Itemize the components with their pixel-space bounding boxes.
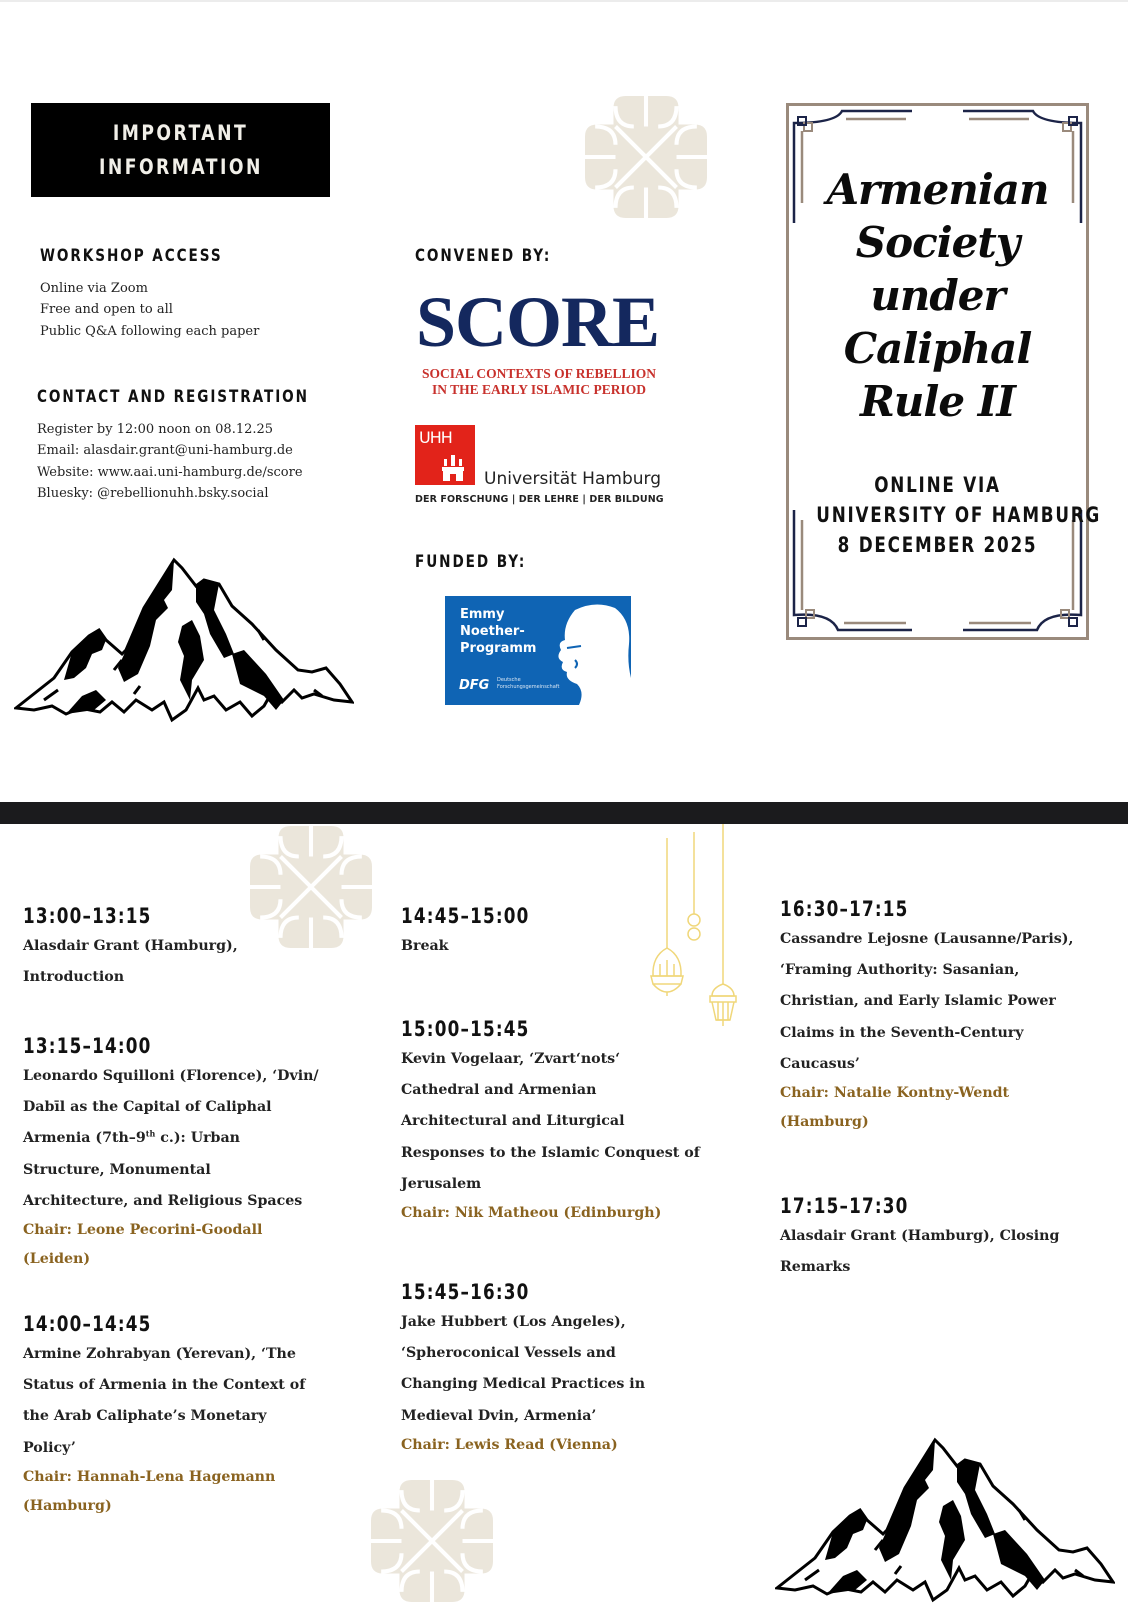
funded-by-heading: FUNDED BY: — [415, 552, 527, 572]
convened-by-heading: CONVENED BY: — [415, 246, 552, 266]
title-line: Society — [855, 218, 1020, 267]
banner-line-2: INFORMATION — [98, 155, 263, 179]
title-line: Caliphal — [843, 324, 1032, 373]
registration-deadline: Register by 12:00 noon on 08.12.25 — [37, 422, 274, 437]
superscript: th — [145, 1128, 156, 1139]
slot-chair: Chair: Leone Pecorini-Goodall — [23, 1222, 263, 1239]
slot-line: Leonardo Squilloni (Florence), ‘Dvin/ — [23, 1068, 319, 1084]
slot-line: Responses to the Islamic Conquest of — [401, 1144, 700, 1161]
slot-line: ‘Spheroconical Vessels and — [401, 1345, 616, 1362]
slot-line: Architecture, and Religious Spaces — [23, 1192, 303, 1209]
slot-line: Kevin Vogelaar, ‘Zvart‘nots‘ — [401, 1051, 621, 1067]
banner-line-1: IMPORTANT — [112, 121, 249, 145]
slot-time: 16:30–17:15 — [780, 897, 909, 921]
workshop-access-line: Online via Zoom — [40, 281, 148, 296]
slot-chair: Chair: Nik Matheou (Edinburgh) — [401, 1205, 662, 1222]
mountain-icon — [14, 550, 354, 725]
slot-chair: Chair: Natalie Kontny-Wendt — [780, 1085, 1010, 1102]
schedule-slot — [401, 1015, 700, 1228]
slot-chair: (Hamburg) — [780, 1114, 869, 1131]
slot-chair: (Hamburg) — [23, 1498, 112, 1515]
slot-line: Christian, and Early Islamic Power — [780, 993, 1056, 1010]
event-title — [786, 163, 1089, 428]
schedule-slot — [23, 902, 238, 992]
event-host: UNIVERSITY OF HAMBURG — [816, 503, 1102, 527]
schedule-slot — [780, 1192, 1059, 1282]
slot-line: Claims in the Seventh-Century — [780, 1024, 1024, 1041]
title-line: Rule II — [859, 377, 1016, 426]
slot-line: Jerusalem — [401, 1175, 482, 1192]
ornament-icon — [585, 96, 707, 218]
uhh-logo-text: UHH — [419, 428, 452, 447]
slot-line: Status of Armenia in the Context of — [23, 1377, 306, 1394]
slot-line: Dabīl as the Capital of Caliphal — [23, 1099, 272, 1116]
slot-time: 15:45–16:30 — [401, 1280, 530, 1304]
slot-time: 13:15–14:00 — [23, 1034, 152, 1058]
dfg-subtitle: Deutsche Forschungsgemeinschaft — [497, 677, 560, 690]
mountain-icon — [775, 1430, 1115, 1605]
slot-line: Structure, Monumental — [23, 1161, 211, 1178]
slot-line: Caucasus’ — [780, 1055, 860, 1072]
slot-time: 13:00–13:15 — [23, 904, 152, 928]
score-logo: SCORE — [416, 282, 660, 362]
slot-time: 17:15–17:30 — [780, 1194, 909, 1218]
slot-line: Policy’ — [23, 1439, 76, 1456]
slot-line — [23, 1124, 319, 1153]
score-subtitle-line-2: IN THE EARLY ISLAMIC PERIOD — [431, 382, 647, 397]
lantern-icon — [648, 824, 744, 1029]
contact-bluesky[interactable]: Bluesky: @rebellionuhh.bsky.social — [37, 486, 269, 501]
slot-chair: Chair: Lewis Read (Vienna) — [401, 1436, 618, 1453]
slot-line: Medieval Dvin, Armenia’ — [401, 1407, 597, 1424]
ornament-icon — [371, 1480, 493, 1602]
title-line: Armenian — [826, 165, 1049, 214]
event-format: ONLINE VIA — [874, 473, 1001, 497]
slot-line: Jake Hubbert (Los Angeles), — [401, 1314, 626, 1330]
slot-line: Armine Zohrabyan (Yerevan), ‘The — [23, 1346, 296, 1362]
slot-line: Changing Medical Practices in — [401, 1376, 646, 1393]
slot-line: Architectural and Liturgical — [401, 1113, 625, 1130]
contact-registration-heading: CONTACT AND REGISTRATION — [37, 387, 309, 407]
event-date: 8 DECEMBER 2025 — [837, 533, 1038, 557]
contact-website[interactable]: Website: www.aai.uni-hamburg.de/score — [37, 465, 303, 480]
event-details — [786, 470, 1102, 560]
uhh-name: Universität Hamburg — [484, 469, 661, 489]
slot-line-text: c.): Urban — [155, 1130, 240, 1147]
slot-line: ‘Framing Authority: Sasanian, — [780, 962, 1020, 979]
slot-line: Alasdair Grant (Hamburg), Closing — [780, 1228, 1060, 1244]
slot-line: Introduction — [23, 969, 125, 986]
slot-time: 15:00–15:45 — [401, 1017, 530, 1041]
slot-line: the Arab Caliphate’s Monetary — [23, 1408, 267, 1425]
dfg-logo: DFG — [459, 678, 490, 693]
ornament-icon — [250, 826, 372, 948]
slot-line: Break — [401, 938, 449, 954]
workshop-access-line: Free and open to all — [40, 302, 173, 317]
score-subtitle-line-1: SOCIAL CONTEXTS OF REBELLION — [422, 366, 656, 381]
hamburg-castle-icon — [441, 455, 465, 481]
slot-time: 14:45–15:00 — [401, 904, 530, 928]
uhh-logo — [415, 425, 475, 485]
page-top-edge — [0, 0, 1128, 2]
slot-line-text: Armenia (7th–9 — [23, 1130, 146, 1147]
slot-line: Cassandre Lejosne (Lausanne/Paris), — [780, 931, 1074, 947]
schedule-slot — [23, 1310, 305, 1521]
workshop-access-line: Public Q&A following each paper — [40, 324, 260, 339]
slot-chair: (Leiden) — [23, 1251, 91, 1268]
title-line: under — [870, 271, 1005, 320]
schedule-slot — [401, 902, 562, 961]
uhh-tagline: DER FORSCHUNG | DER LEHRE | DER BILDUNG — [415, 494, 664, 505]
slot-line: Alasdair Grant (Hamburg), — [23, 938, 238, 954]
slot-time: 14:00–14:45 — [23, 1312, 152, 1336]
emmy-noether-logo — [445, 596, 631, 705]
schedule-slot — [23, 1032, 319, 1274]
schedule-slot — [780, 895, 1073, 1137]
important-information-banner — [31, 103, 330, 197]
contact-email[interactable]: Email: alasdair.grant@uni-hamburg.de — [37, 443, 293, 458]
workshop-access-heading: WORKSHOP ACCESS — [40, 246, 223, 266]
slot-line: Remarks — [780, 1259, 851, 1276]
emmy-noether-text: Emmy Noether- Programm — [460, 607, 537, 656]
slot-chair: Chair: Hannah-Lena Hagemann — [23, 1468, 276, 1485]
schedule-slot — [401, 1278, 645, 1460]
slot-line: Cathedral and Armenian — [401, 1082, 597, 1099]
section-divider — [0, 802, 1128, 824]
